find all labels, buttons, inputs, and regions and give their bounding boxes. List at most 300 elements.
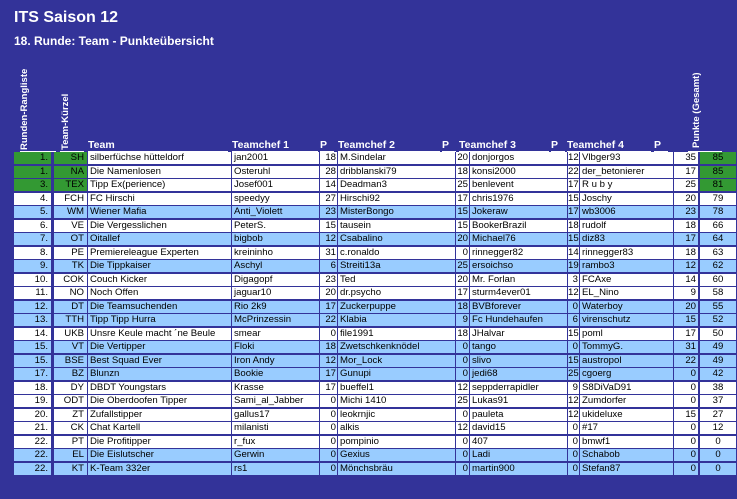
code-cell: PT [54, 436, 87, 448]
code-cell: CK [54, 422, 87, 434]
teamchef3-cell: slivo [470, 355, 567, 367]
points2-cell: 17 [457, 287, 468, 298]
teamchef4-cell: #17 [580, 422, 673, 434]
points3-cell: 3 [568, 274, 579, 286]
team-name-cell: Die Vertipper [88, 341, 231, 353]
points1-cell: 0 [320, 328, 337, 340]
teamchef3-cell: BookerBrazil [470, 220, 567, 232]
points4-cell: 18 [674, 220, 698, 232]
team-name-cell: Die Tippkaiser [88, 260, 231, 272]
rank-cell: 10. [14, 274, 51, 286]
teamchef4-cell: Zumdorfer [580, 395, 673, 407]
teamchef2-cell: Csabalino [338, 233, 455, 245]
points3-cell: 12 [568, 287, 579, 298]
teamchef2-cell: Deadman3 [338, 179, 455, 191]
teamchef2-cell: Zwetschkenknödel [338, 341, 455, 353]
points4-cell: 31 [674, 341, 698, 353]
teamchef1-cell: r_fux [232, 436, 319, 448]
teamchef3-cell: Mr. Forlan [470, 274, 567, 286]
teamchef4-cell: virenschutz [580, 314, 673, 326]
teamchef1-cell: bigbob [232, 233, 319, 245]
team-name-cell: FC Hirschi [88, 193, 231, 205]
teamchef4-cell: austropol [580, 355, 673, 367]
header-chef3: Teamchef 3 [459, 139, 516, 151]
points4-cell: 0 [674, 463, 698, 475]
rank-cell: 14. [14, 328, 51, 340]
total-points-cell: 0 [700, 449, 736, 461]
teamchef1-cell: milanisti [232, 422, 319, 434]
header-p1: P [320, 139, 328, 151]
code-cell: UKB [54, 328, 87, 340]
team-name-cell: Die Namenlosen [88, 166, 231, 178]
team-name-cell: Die Vergesslichen [88, 220, 231, 232]
rank-cell: 22. [14, 449, 51, 461]
points2-cell: 0 [456, 368, 469, 380]
code-cell: FCH [54, 193, 87, 205]
teamchef3-cell: Jokeraw [470, 206, 567, 218]
teamchef3-cell: rinnegger82 [470, 247, 567, 259]
teamchef2-cell: Gunupi [338, 368, 455, 380]
teamchef3-cell: benlevent [470, 179, 567, 191]
teamchef2-cell: Michi 1410 [338, 395, 455, 407]
points4-cell: 15 [674, 409, 698, 421]
points4-cell: 0 [674, 449, 698, 461]
teamchef4-cell: TommyG. [580, 341, 673, 353]
teamchef4-cell: FCAxe [580, 274, 673, 286]
teamchef3-cell: Lukas91 [470, 395, 567, 407]
rank-cell: 17. [14, 368, 51, 380]
team-name-cell: Zufallstipper [88, 409, 231, 421]
page-title: ITS Saison 12 [14, 9, 119, 26]
header-p4: P [654, 139, 662, 151]
teamchef2-cell: Mor_Lock [338, 355, 455, 367]
rank-cell: 12. [14, 301, 51, 313]
points1-cell: 0 [320, 463, 337, 475]
points2-cell: 15 [457, 219, 468, 231]
teamchef1-cell: speedyy [232, 193, 319, 205]
rank-cell: 20. [14, 409, 51, 421]
points1-cell: 17 [320, 382, 337, 394]
teamchef2-cell: Klabia [338, 314, 455, 326]
teamchef1-cell: Floki [232, 341, 319, 353]
points4-cell: 14 [674, 274, 698, 286]
points4-cell: 23 [674, 206, 698, 218]
teamchef2-cell: file1991 [338, 328, 455, 340]
teamchef1-cell: Digagopf [232, 274, 319, 286]
points3-cell: 12 [568, 152, 579, 163]
points3-cell: 18 [568, 219, 579, 231]
team-name-cell: Best Squad Ever [88, 355, 231, 367]
total-points-cell: 85 [700, 166, 736, 178]
points2-cell: 18 [457, 165, 468, 177]
total-points-cell: 0 [700, 436, 736, 448]
header-chef2: Teamchef 2 [338, 139, 395, 151]
team-name-cell: silberfüchse hütteldorf [88, 152, 231, 164]
code-cell: DT [54, 301, 87, 313]
code-cell: ZT [54, 409, 87, 421]
teamchef2-cell: Ted [338, 274, 455, 286]
total-points-cell: 38 [700, 382, 736, 394]
points2-cell: 0 [456, 463, 469, 475]
points2-cell: 0 [456, 436, 469, 448]
total-points-cell: 50 [700, 328, 736, 340]
total-points-cell: 63 [700, 247, 736, 259]
teamchef3-cell: JHalvar [470, 328, 567, 340]
points1-cell: 22 [320, 314, 337, 326]
points4-cell: 35 [674, 152, 698, 164]
points2-cell: 0 [456, 409, 469, 421]
rank-cell: 18. [14, 382, 51, 394]
points2-cell: 9 [456, 314, 469, 326]
team-name-cell: Chat Kartell [88, 422, 231, 434]
points4-cell: 25 [674, 179, 698, 191]
teamchef3-cell: konsi2000 [470, 166, 567, 178]
points1-cell: 0 [320, 422, 337, 434]
total-points-cell: 12 [700, 422, 736, 434]
points2-cell: 18 [457, 300, 468, 312]
teamchef3-cell: david15 [470, 422, 567, 434]
total-points-cell: 0 [700, 463, 736, 475]
team-name-cell: Die Eislutscher [88, 449, 231, 461]
points2-cell: 12 [457, 381, 468, 393]
total-points-cell: 79 [700, 193, 736, 205]
points3-cell: 15 [568, 233, 579, 244]
code-cell: DY [54, 382, 87, 394]
points4-cell: 17 [674, 166, 698, 178]
teamchef3-cell: seppderrapidler [470, 382, 567, 394]
total-points-cell: 66 [700, 220, 736, 232]
header-chef4: Teamchef 4 [567, 139, 624, 151]
points4-cell: 0 [674, 382, 698, 394]
points4-cell: 0 [674, 436, 698, 448]
points2-cell: 12 [457, 422, 468, 433]
code-cell: VT [54, 341, 87, 353]
teamchef4-cell: wb3006 [580, 206, 673, 218]
rank-cell: 22. [14, 436, 51, 448]
total-points-cell: 55 [700, 301, 736, 313]
header-team: Team [88, 139, 115, 151]
rank-cell: 6. [14, 220, 51, 232]
teamchef4-cell: EL_Nino [580, 287, 673, 299]
points4-cell: 12 [674, 260, 698, 272]
teamchef1-cell: Osteruhl [232, 166, 319, 178]
code-cell: TTH [54, 314, 87, 326]
points3-cell: 0 [568, 436, 579, 448]
team-name-cell: Wiener Mafia [88, 206, 231, 218]
rank-cell: 5. [14, 206, 51, 218]
points4-cell: 20 [674, 301, 698, 313]
total-points-cell: 58 [700, 287, 736, 299]
teamchef2-cell: bueffel1 [338, 382, 455, 394]
team-name-cell: Die Oberdoofen Tipper [88, 395, 231, 407]
points1-cell: 18 [320, 341, 337, 353]
rank-cell: 3. [14, 179, 51, 191]
teamchef3-cell: jedi68 [470, 368, 567, 380]
code-cell: TEX [54, 179, 87, 191]
rank-cell: 9. [14, 260, 51, 272]
teamchef3-cell: Ladi [470, 449, 567, 461]
rank-cell: 8. [14, 247, 51, 259]
points4-cell: 0 [674, 368, 698, 380]
points2-cell: 20 [457, 152, 468, 163]
teamchef4-cell: Schabob [580, 449, 673, 461]
teamchef4-cell: bmwf1 [580, 436, 673, 448]
team-name-cell: K-Team 332er [88, 463, 231, 475]
teamchef2-cell: Hirschi92 [338, 193, 455, 205]
points2-cell: 17 [457, 192, 468, 204]
team-name-cell: DBDT Youngstars [88, 382, 231, 394]
points3-cell: 12 [568, 395, 579, 406]
total-points-cell: 81 [700, 179, 736, 191]
points2-cell: 25 [457, 260, 468, 271]
total-points-cell: 60 [700, 274, 736, 286]
code-cell: OT [54, 233, 87, 245]
points3-cell: 0 [568, 449, 579, 461]
total-points-cell: 27 [700, 409, 736, 421]
teamchef3-cell: martin900 [470, 463, 567, 475]
header-code: Team-Kürzel [60, 93, 71, 150]
points2-cell: 25 [457, 395, 468, 406]
points1-cell: 0 [320, 436, 337, 448]
points2-cell: 0 [456, 355, 469, 367]
points1-cell: 6 [320, 260, 337, 272]
code-cell: KT [54, 463, 87, 475]
teamchef1-cell: Aschyl [232, 260, 319, 272]
team-name-cell: Noch Offen [88, 287, 231, 299]
points1-cell: 15 [320, 220, 337, 232]
team-name-cell: Premiereleague Experten [88, 247, 231, 259]
rank-cell: 1. [14, 152, 51, 164]
points4-cell: 20 [674, 193, 698, 205]
code-cell: PE [54, 247, 87, 259]
teamchef1-cell: Anti_Violett [232, 206, 319, 218]
teamchef2-cell: M.Sindelar [338, 152, 455, 164]
points1-cell: 17 [320, 301, 337, 313]
rank-cell: 15. [14, 341, 51, 353]
points1-cell: 23 [320, 274, 337, 286]
points3-cell: 19 [568, 260, 579, 271]
teamchef4-cell: Waterboy [580, 301, 673, 313]
points3-cell: 22 [568, 165, 579, 177]
team-name-cell: Tipp Ex(perience) [88, 179, 231, 191]
team-name-cell: Couch Kicker [88, 274, 231, 286]
points3-cell: 9 [568, 382, 579, 394]
teamchef4-cell: rinnegger83 [580, 247, 673, 259]
teamchef2-cell: Streiti13a [338, 260, 455, 272]
points2-cell: 20 [457, 233, 468, 244]
points1-cell: 0 [320, 409, 337, 421]
total-points-cell: 78 [700, 206, 736, 218]
points2-cell: 0 [456, 449, 469, 461]
teamchef1-cell: Krasse [232, 382, 319, 394]
points4-cell: 9 [674, 287, 698, 299]
teamchef4-cell: R u b y [580, 179, 673, 191]
teamchef1-cell: Josef001 [232, 179, 319, 191]
points3-cell: 0 [568, 301, 579, 313]
header-p3: P [551, 139, 559, 151]
teamchef4-cell: poml [580, 328, 673, 340]
points2-cell: 0 [456, 341, 469, 353]
points3-cell: 17 [568, 206, 579, 217]
code-cell: NA [54, 166, 87, 178]
points1-cell: 31 [320, 247, 337, 259]
teamchef4-cell: rudolf [580, 220, 673, 232]
points2-cell: 18 [457, 327, 468, 339]
teamchef2-cell: Zuckerpuppe [338, 301, 455, 313]
points3-cell: 15 [568, 192, 579, 204]
teamchef3-cell: ersoichso [470, 260, 567, 272]
points3-cell: 25 [568, 368, 579, 379]
code-cell: NO [54, 287, 87, 299]
total-points-cell: 49 [700, 355, 736, 367]
points1-cell: 28 [320, 166, 337, 178]
teamchef1-cell: Rio 2k9 [232, 301, 319, 313]
team-name-cell: Tipp Tipp Hurra [88, 314, 231, 326]
points1-cell: 17 [320, 368, 337, 380]
total-points-cell: 64 [700, 233, 736, 245]
teamchef1-cell: smear [232, 328, 319, 340]
points1-cell: 23 [320, 206, 337, 218]
teamchef3-cell: chris1976 [470, 193, 567, 205]
teamchef1-cell: jan2001 [232, 152, 319, 164]
total-points-cell: 37 [700, 395, 736, 407]
teamchef4-cell: Joschy [580, 193, 673, 205]
team-name-cell: Blunzn [88, 368, 231, 380]
code-cell: ODT [54, 395, 87, 407]
teamchef2-cell: pompinio [338, 436, 455, 448]
teamchef2-cell: c.ronaldo [338, 247, 455, 259]
points2-cell: 20 [457, 273, 468, 285]
code-cell: WM [54, 206, 87, 218]
teamchef3-cell: BVBforever [470, 301, 567, 313]
teamchef3-cell: pauleta [470, 409, 567, 421]
teamchef1-cell: gallus17 [232, 409, 319, 421]
points3-cell: 0 [568, 341, 579, 353]
points4-cell: 17 [674, 233, 698, 245]
teamchef1-cell: Bookie [232, 368, 319, 380]
teamchef1-cell: rs1 [232, 463, 319, 475]
teamchef4-cell: cgoerg [580, 368, 673, 380]
teamchef2-cell: Gexius [338, 449, 455, 461]
code-cell: EL [54, 449, 87, 461]
teamchef1-cell: kreininho [232, 247, 319, 259]
code-cell: BZ [54, 368, 87, 380]
points2-cell: 0 [456, 247, 469, 259]
rank-cell: 11. [14, 287, 51, 299]
teamchef3-cell: tango [470, 341, 567, 353]
points3-cell: 12 [568, 408, 579, 420]
points4-cell: 15 [674, 314, 698, 326]
points1-cell: 0 [320, 395, 337, 407]
points3-cell: 17 [568, 179, 579, 190]
teamchef2-cell: Mönchsbräu [338, 463, 455, 475]
teamchef2-cell: dribblanski79 [338, 166, 455, 178]
points1-cell: 12 [320, 355, 337, 367]
teamchef3-cell: 407 [470, 436, 567, 448]
points4-cell: 18 [674, 247, 698, 259]
teamchef4-cell: rambo3 [580, 260, 673, 272]
points2-cell: 15 [457, 206, 468, 217]
teamchef4-cell: ukideluxe [580, 409, 673, 421]
points3-cell: 15 [568, 327, 579, 339]
rank-cell: 15. [14, 355, 51, 367]
teamchef1-cell: Iron Andy [232, 355, 319, 367]
points1-cell: 14 [320, 179, 337, 191]
teamchef3-cell: Michael76 [470, 233, 567, 245]
teamchef4-cell: der_betonierer [580, 166, 673, 178]
teamchef2-cell: MisterBongo [338, 206, 455, 218]
total-points-cell: 62 [700, 260, 736, 272]
teamchef4-cell: diz83 [580, 233, 673, 245]
total-points-cell: 52 [700, 314, 736, 326]
points4-cell: 22 [674, 355, 698, 367]
total-points-cell: 42 [700, 368, 736, 380]
teamchef4-cell: Stefan87 [580, 463, 673, 475]
teamchef1-cell: jaguar10 [232, 287, 319, 299]
teamchef2-cell: tausein [338, 220, 455, 232]
team-name-cell: Unsre Keule macht ´ne Beule [88, 328, 231, 340]
teamchef2-cell: leokrnjic [338, 409, 455, 421]
teamchef3-cell: sturm4ever01 [470, 287, 567, 299]
points3-cell: 15 [568, 354, 579, 366]
points1-cell: 18 [320, 152, 337, 164]
teamchef4-cell: S8DiVaD91 [580, 382, 673, 394]
teamchef2-cell: alkis [338, 422, 455, 434]
code-cell: COK [54, 274, 87, 286]
header-rank: Runden-Rangliste [19, 68, 30, 150]
team-name-cell: Die Teamsuchenden [88, 301, 231, 313]
code-cell: SH [54, 152, 87, 164]
points1-cell: 27 [320, 193, 337, 205]
rank-cell: 22. [14, 463, 51, 475]
teamchef1-cell: PeterS. [232, 220, 319, 232]
teamchef1-cell: McPrinzessin [232, 314, 319, 326]
rank-cell: 21. [14, 422, 51, 434]
rank-cell: 1. [14, 166, 51, 178]
teamchef3-cell: donjorgos [470, 152, 567, 164]
rank-cell: 7. [14, 233, 51, 245]
teamchef1-cell: Sami_al_Jabber [232, 395, 319, 407]
rank-cell: 13. [14, 314, 51, 326]
teamchef1-cell: Gerwin [232, 449, 319, 461]
points3-cell: 0 [568, 463, 579, 475]
points2-cell: 25 [457, 179, 468, 190]
points4-cell: 0 [674, 395, 698, 407]
points3-cell: 14 [568, 246, 579, 258]
teamchef3-cell: Fc Hundehaufen [470, 314, 567, 326]
team-name-cell: Oitallef [88, 233, 231, 245]
points4-cell: 17 [674, 328, 698, 340]
code-cell: BSE [54, 355, 87, 367]
header-total: Punkte (Gesamt) [691, 72, 702, 148]
header-chef1: Teamchef 1 [232, 139, 289, 151]
points3-cell: 0 [568, 422, 579, 434]
points1-cell: 0 [320, 449, 337, 461]
points1-cell: 20 [320, 287, 337, 299]
rank-cell: 19. [14, 395, 51, 407]
page-subtitle: 18. Runde: Team - Punkteübersicht [14, 34, 214, 48]
teamchef4-cell: Vlbger93 [580, 152, 673, 164]
code-cell: TK [54, 260, 87, 272]
header-p2: P [442, 139, 450, 151]
points4-cell: 0 [674, 422, 698, 434]
rank-cell: 4. [14, 193, 51, 205]
team-name-cell: Die Profitipper [88, 436, 231, 448]
total-points-cell: 85 [700, 152, 736, 164]
code-cell: VE [54, 220, 87, 232]
teamchef2-cell: dr.psycho [338, 287, 455, 299]
points1-cell: 12 [320, 233, 337, 245]
